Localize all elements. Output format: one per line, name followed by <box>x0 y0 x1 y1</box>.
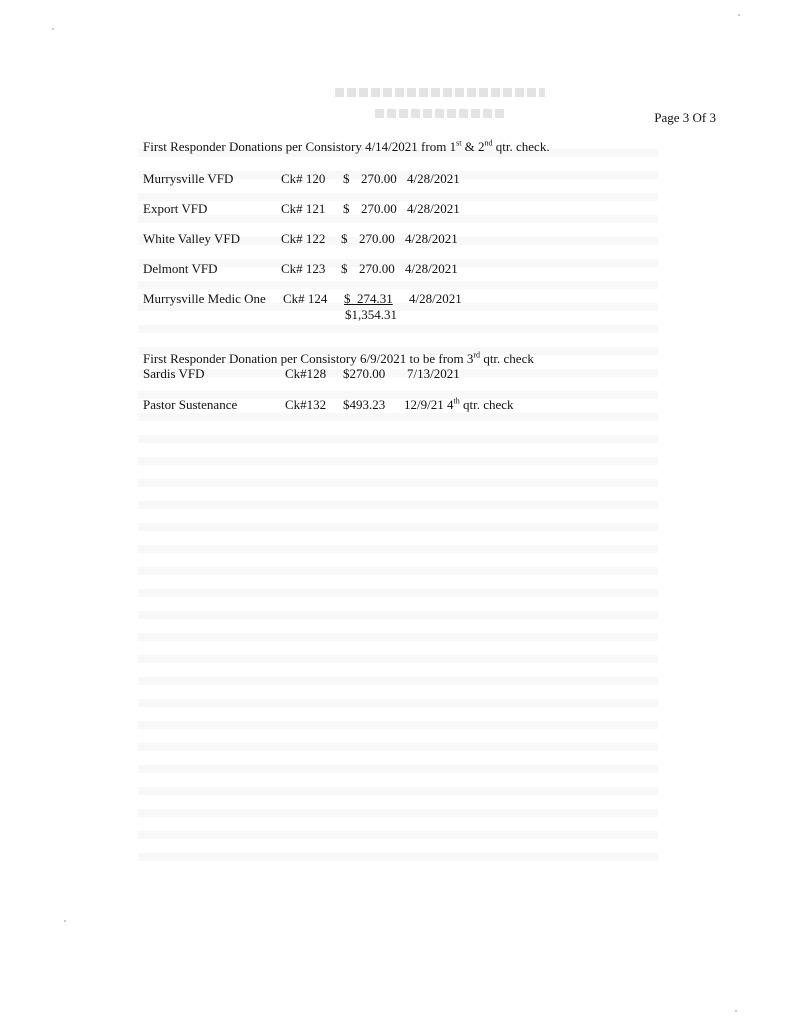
ordinal-suffix: th <box>453 396 460 406</box>
amount: 274.31 <box>357 291 393 306</box>
scan-speck <box>738 14 740 16</box>
check-number: Ck# 120 <box>281 171 326 186</box>
scan-speck <box>735 1010 737 1012</box>
date: 4/28/2021 <box>409 291 462 306</box>
amount: 270.00 <box>359 261 395 276</box>
amount: $270.00 <box>343 366 386 381</box>
section-title-mid: & 2 <box>461 139 485 154</box>
section-title-suffix: qtr. check. <box>492 139 550 154</box>
date-text: 12/9/21 4 <box>404 397 454 412</box>
recipient-name: White Valley VFD <box>143 231 241 246</box>
section-title-first-responder-donation <box>143 351 534 367</box>
scan-speck <box>64 920 66 922</box>
date: 4/28/2021 <box>405 231 458 246</box>
currency-symbol <box>344 291 393 307</box>
scan-speck <box>52 28 54 30</box>
currency-symbol-text: $ <box>344 291 351 306</box>
page-number: Page 3 Of 3 <box>654 110 716 125</box>
amount: $493.23 <box>343 397 386 412</box>
recipient-name: Pastor Sustenance <box>143 397 238 412</box>
amount: 270.00 <box>361 171 397 186</box>
date: 4/28/2021 <box>407 171 460 186</box>
currency-symbol: $ <box>343 171 350 186</box>
currency-symbol: $ <box>343 201 350 216</box>
recipient-name: Sardis VFD <box>143 366 205 381</box>
check-number: Ck# 123 <box>281 261 326 276</box>
recipient-name: Murrysville Medic One <box>143 291 266 306</box>
date: 7/13/2021 <box>407 366 460 381</box>
check-number: Ck# 124 <box>283 291 328 306</box>
section-title-first-responder-donations <box>143 139 550 155</box>
section-title-prefix: First Responder Donations per Consistory 4/14/2021 from 1 <box>143 139 457 154</box>
ordinal-suffix: rd <box>473 350 481 360</box>
date-note: qtr. check <box>459 397 514 412</box>
ordinal-suffix: st <box>456 138 462 148</box>
date <box>404 397 514 413</box>
section-title-suffix: qtr. check <box>480 351 534 366</box>
date: 4/28/2021 <box>405 261 458 276</box>
recipient-name: Delmont VFD <box>143 261 218 276</box>
amount: 270.00 <box>361 201 397 216</box>
currency-symbol: $ <box>341 261 348 276</box>
section-total: $1,354.31 <box>345 307 397 322</box>
currency-symbol: $ <box>341 231 348 246</box>
amount: 270.00 <box>359 231 395 246</box>
ordinal-suffix: nd <box>484 138 493 148</box>
check-number: Ck# 121 <box>281 201 326 216</box>
recipient-name: Export VFD <box>143 201 208 216</box>
check-number: Ck#128 <box>285 366 327 381</box>
section-title-prefix: First Responder Donation per Consistory 6/9/2021 to be from 3 <box>143 351 474 366</box>
check-number: Ck#132 <box>285 397 327 412</box>
check-number: Ck# 122 <box>281 231 326 246</box>
recipient-name: Murrysville VFD <box>143 171 234 186</box>
date: 4/28/2021 <box>407 201 460 216</box>
